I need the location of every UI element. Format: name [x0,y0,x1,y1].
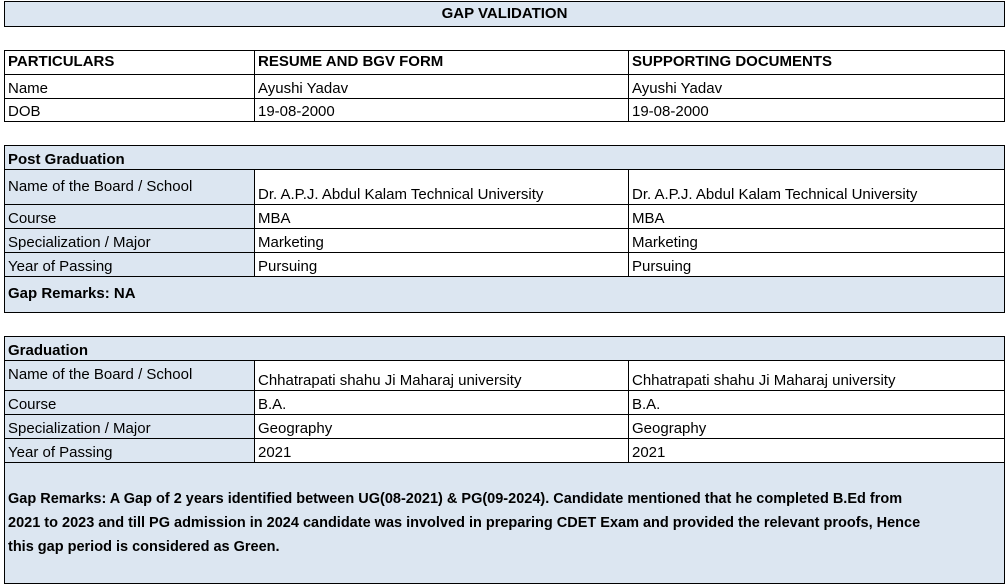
resume-value: Ayushi Yadav [255,75,629,98]
header-supporting-docs: SUPPORTING DOCUMENTS [632,53,833,70]
ug-heading-row [5,337,1004,361]
row-label: Year of Passing [5,439,255,462]
table-row [5,415,1004,439]
docs-value: Marketing [632,234,698,251]
row-label: DOB [5,99,255,121]
resume-value: 19-08-2000 [255,99,629,121]
docs-value: Geography [632,420,707,437]
header-resume: RESUME AND BGV FORM [255,51,629,74]
pg-heading: Post Graduation [8,151,125,168]
pg-gap-remarks: Gap Remarks: NA [8,285,136,302]
table-row [5,361,1004,391]
docs-value: Pursuing [632,258,692,275]
docs-value: 2021 [632,444,666,461]
table-row [5,253,1004,277]
resume-value: MBA [255,205,629,228]
table-row-name [5,75,1004,99]
pg-remarks-row [5,277,1004,312]
table-row [5,205,1004,229]
docs-value: Chhatrapati shahu Ji Maharaj university [632,372,896,389]
ug-remarks-line: Gap Remarks: A Gap of 2 years identified between UG(08-2021) & PG(09-2024). Candidate mentioned that he completed B.Ed from [8,491,903,507]
docs-value: 19-08-2000 [632,103,709,120]
resume-value: 2021 [255,439,629,462]
page-title: GAP VALIDATION [4,1,1005,27]
personal-table [4,50,1005,122]
row-label: Course [5,205,255,228]
row-label: Specialization / Major [5,229,255,252]
table-row [5,391,1004,415]
resume-value: Geography [255,415,629,438]
row-label: Name of the Board / School [5,170,255,204]
row-label: Name [5,75,255,98]
ug-heading: Graduation [8,342,89,359]
table-row [5,439,1004,463]
ug-remarks-row [5,463,1004,583]
ug-gap-remarks [5,463,1004,559]
resume-value: Pursuing [255,253,629,276]
docs-value: Ayushi Yadav [632,80,723,97]
resume-value: B.A. [255,391,629,414]
row-label: Course [5,391,255,414]
table-header-row [5,51,1004,75]
row-label: Name of the Board / School [5,361,255,390]
docs-value: MBA [632,210,665,227]
pg-table [4,145,1005,313]
docs-value: Dr. A.P.J. Abdul Kalam Technical University [632,186,918,203]
row-label: Specialization / Major [5,415,255,438]
table-row-dob [5,99,1004,121]
table-row [5,229,1004,253]
row-label: Year of Passing [5,253,255,276]
table-row [5,170,1004,205]
ug-remarks-line: 2021 to 2023 and till PG admission in 2024 candidate was involved in preparing CDET Exam and provided the relevant proofs, Hence [8,515,921,531]
header-particulars: PARTICULARS [5,51,255,74]
resume-value: Chhatrapati shahu Ji Maharaj university [255,361,629,390]
ug-remarks-line: this gap period is considered as Green. [8,539,280,555]
resume-value: Dr. A.P.J. Abdul Kalam Technical University [255,170,629,204]
ug-table [4,336,1005,584]
docs-value: B.A. [632,396,661,413]
resume-value: Marketing [255,229,629,252]
pg-heading-row [5,146,1004,170]
